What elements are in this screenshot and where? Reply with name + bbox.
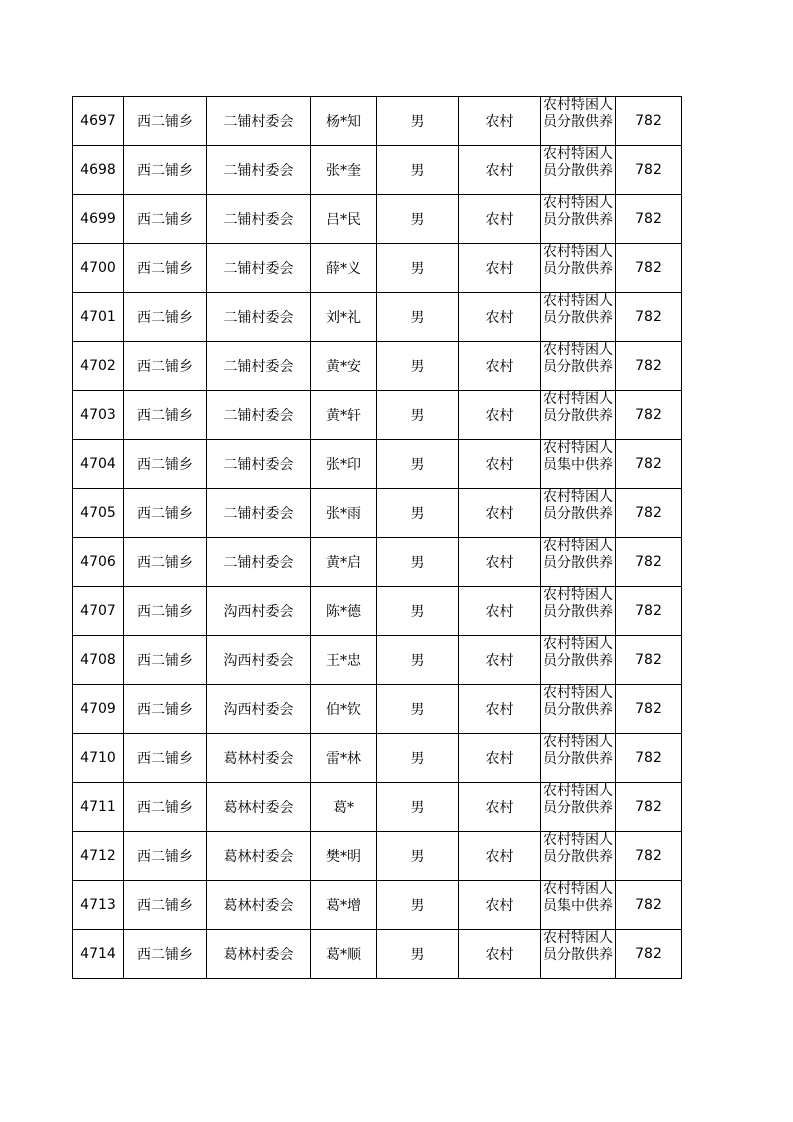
gender-cell: 男: [377, 783, 459, 832]
row-number: 4710: [73, 734, 124, 783]
township-cell: 西二铺乡: [124, 930, 207, 979]
village-cell: 二铺村委会: [207, 293, 311, 342]
support-type-text: 农村特困人员分散供养: [543, 391, 613, 424]
area-cell: 农村: [459, 293, 541, 342]
gender-cell: 男: [377, 636, 459, 685]
amount-cell: 782: [616, 293, 682, 342]
township-cell: 西二铺乡: [124, 832, 207, 881]
name-cell: 黄*启: [311, 538, 377, 587]
area-cell: 农村: [459, 930, 541, 979]
name-cell: 张*奎: [311, 146, 377, 195]
area-cell: 农村: [459, 783, 541, 832]
name-cell: 王*忠: [311, 636, 377, 685]
gender-cell: 男: [377, 195, 459, 244]
township-cell: 西二铺乡: [124, 881, 207, 930]
support-type-text: 农村特困人员分散供养: [543, 146, 613, 179]
village-cell: 葛林村委会: [207, 832, 311, 881]
name-cell: 伯*钦: [311, 685, 377, 734]
gender-cell: 男: [377, 881, 459, 930]
table-row: [73, 391, 682, 440]
support-type-cell: [541, 832, 616, 881]
township-cell: 西二铺乡: [124, 587, 207, 636]
table-row: [73, 342, 682, 391]
village-cell: 二铺村委会: [207, 342, 311, 391]
support-type-text: 农村特困人员分散供养: [543, 587, 613, 620]
gender-cell: 男: [377, 146, 459, 195]
village-cell: 二铺村委会: [207, 244, 311, 293]
name-cell: 葛*顺: [311, 930, 377, 979]
township-cell: 西二铺乡: [124, 391, 207, 440]
area-cell: 农村: [459, 97, 541, 146]
gender-cell: 男: [377, 97, 459, 146]
amount-cell: 782: [616, 685, 682, 734]
table-row: [73, 440, 682, 489]
support-type-text: 农村特困人员集中供养: [543, 881, 613, 914]
township-cell: 西二铺乡: [124, 97, 207, 146]
gender-cell: 男: [377, 244, 459, 293]
support-type-cell: [541, 440, 616, 489]
gender-cell: 男: [377, 440, 459, 489]
name-cell: 黄*安: [311, 342, 377, 391]
area-cell: 农村: [459, 587, 541, 636]
name-cell: 陈*德: [311, 587, 377, 636]
amount-cell: 782: [616, 342, 682, 391]
row-number: 4702: [73, 342, 124, 391]
table-row: [73, 636, 682, 685]
table-row: [73, 930, 682, 979]
gender-cell: 男: [377, 391, 459, 440]
name-cell: 张*雨: [311, 489, 377, 538]
area-cell: 农村: [459, 195, 541, 244]
table-row: [73, 587, 682, 636]
name-cell: 杨*知: [311, 97, 377, 146]
area-cell: 农村: [459, 685, 541, 734]
support-type-cell: [541, 489, 616, 538]
gender-cell: 男: [377, 587, 459, 636]
table-row: [73, 734, 682, 783]
village-cell: 沟西村委会: [207, 587, 311, 636]
village-cell: 沟西村委会: [207, 636, 311, 685]
name-cell: 葛*: [311, 783, 377, 832]
village-cell: 葛林村委会: [207, 734, 311, 783]
amount-cell: 782: [616, 146, 682, 195]
row-number: 4714: [73, 930, 124, 979]
support-type-cell: [541, 97, 616, 146]
village-cell: 二铺村委会: [207, 391, 311, 440]
village-cell: 葛林村委会: [207, 881, 311, 930]
support-type-cell: [541, 293, 616, 342]
gender-cell: 男: [377, 685, 459, 734]
table-row: [73, 244, 682, 293]
gender-cell: 男: [377, 293, 459, 342]
support-type-text: 农村特困人员分散供养: [543, 783, 613, 816]
gender-cell: 男: [377, 538, 459, 587]
area-cell: 农村: [459, 734, 541, 783]
support-type-text: 农村特困人员集中供养: [543, 440, 613, 473]
amount-cell: 782: [616, 783, 682, 832]
row-number: 4709: [73, 685, 124, 734]
row-number: 4699: [73, 195, 124, 244]
row-number: 4713: [73, 881, 124, 930]
support-type-text: 农村特困人员分散供养: [543, 489, 613, 522]
amount-cell: 782: [616, 734, 682, 783]
amount-cell: 782: [616, 587, 682, 636]
name-cell: 葛*增: [311, 881, 377, 930]
township-cell: 西二铺乡: [124, 440, 207, 489]
amount-cell: 782: [616, 538, 682, 587]
support-type-text: 农村特困人员分散供养: [543, 538, 613, 571]
village-cell: 二铺村委会: [207, 146, 311, 195]
area-cell: 农村: [459, 489, 541, 538]
name-cell: 樊*明: [311, 832, 377, 881]
amount-cell: 782: [616, 391, 682, 440]
area-cell: 农村: [459, 440, 541, 489]
support-type-text: 农村特困人员分散供养: [543, 342, 613, 375]
table-row: [73, 832, 682, 881]
row-number: 4697: [73, 97, 124, 146]
row-number: 4708: [73, 636, 124, 685]
support-type-cell: [541, 244, 616, 293]
support-type-text: 农村特困人员分散供养: [543, 195, 613, 228]
table-row: [73, 685, 682, 734]
name-cell: 黄*轩: [311, 391, 377, 440]
township-cell: 西二铺乡: [124, 783, 207, 832]
gender-cell: 男: [377, 342, 459, 391]
township-cell: 西二铺乡: [124, 146, 207, 195]
village-cell: 葛林村委会: [207, 930, 311, 979]
support-type-text: 农村特困人员分散供养: [543, 930, 613, 963]
amount-cell: 782: [616, 440, 682, 489]
village-cell: 二铺村委会: [207, 489, 311, 538]
row-number: 4700: [73, 244, 124, 293]
area-cell: 农村: [459, 342, 541, 391]
table-row: [73, 195, 682, 244]
name-cell: 吕*民: [311, 195, 377, 244]
gender-cell: 男: [377, 734, 459, 783]
support-type-cell: [541, 391, 616, 440]
support-type-cell: [541, 587, 616, 636]
row-number: 4701: [73, 293, 124, 342]
township-cell: 西二铺乡: [124, 489, 207, 538]
table-row: [73, 293, 682, 342]
table-row: [73, 538, 682, 587]
township-cell: 西二铺乡: [124, 195, 207, 244]
village-cell: 葛林村委会: [207, 783, 311, 832]
name-cell: 薛*义: [311, 244, 377, 293]
support-type-text: 农村特困人员分散供养: [543, 244, 613, 277]
township-cell: 西二铺乡: [124, 685, 207, 734]
area-cell: 农村: [459, 881, 541, 930]
support-type-cell: [541, 685, 616, 734]
support-type-text: 农村特困人员分散供养: [543, 734, 613, 767]
roster-table: [72, 96, 682, 979]
row-number: 4711: [73, 783, 124, 832]
area-cell: 农村: [459, 636, 541, 685]
village-cell: 沟西村委会: [207, 685, 311, 734]
amount-cell: 782: [616, 881, 682, 930]
table-row: [73, 783, 682, 832]
row-number: 4698: [73, 146, 124, 195]
roster-body: [73, 97, 682, 979]
name-cell: 张*印: [311, 440, 377, 489]
row-number: 4712: [73, 832, 124, 881]
name-cell: 刘*礼: [311, 293, 377, 342]
amount-cell: 782: [616, 195, 682, 244]
amount-cell: 782: [616, 97, 682, 146]
table-row: [73, 146, 682, 195]
amount-cell: 782: [616, 636, 682, 685]
township-cell: 西二铺乡: [124, 342, 207, 391]
table-row: [73, 97, 682, 146]
support-type-cell: [541, 146, 616, 195]
amount-cell: 782: [616, 832, 682, 881]
township-cell: 西二铺乡: [124, 734, 207, 783]
support-type-text: 农村特困人员分散供养: [543, 832, 613, 865]
gender-cell: 男: [377, 489, 459, 538]
amount-cell: 782: [616, 930, 682, 979]
row-number: 4704: [73, 440, 124, 489]
support-type-text: 农村特困人员分散供养: [543, 685, 613, 718]
support-type-cell: [541, 195, 616, 244]
area-cell: 农村: [459, 391, 541, 440]
table-row: [73, 489, 682, 538]
area-cell: 农村: [459, 538, 541, 587]
township-cell: 西二铺乡: [124, 636, 207, 685]
area-cell: 农村: [459, 832, 541, 881]
township-cell: 西二铺乡: [124, 538, 207, 587]
support-type-cell: [541, 881, 616, 930]
table-row: [73, 881, 682, 930]
area-cell: 农村: [459, 244, 541, 293]
support-type-cell: [541, 930, 616, 979]
township-cell: 西二铺乡: [124, 293, 207, 342]
amount-cell: 782: [616, 489, 682, 538]
row-number: 4706: [73, 538, 124, 587]
village-cell: 二铺村委会: [207, 538, 311, 587]
amount-cell: 782: [616, 244, 682, 293]
gender-cell: 男: [377, 832, 459, 881]
support-type-cell: [541, 636, 616, 685]
row-number: 4703: [73, 391, 124, 440]
row-number: 4707: [73, 587, 124, 636]
support-type-text: 农村特困人员分散供养: [543, 97, 613, 130]
support-type-text: 农村特困人员分散供养: [543, 293, 613, 326]
gender-cell: 男: [377, 930, 459, 979]
village-cell: 二铺村委会: [207, 195, 311, 244]
village-cell: 二铺村委会: [207, 440, 311, 489]
support-type-cell: [541, 734, 616, 783]
row-number: 4705: [73, 489, 124, 538]
support-type-cell: [541, 342, 616, 391]
name-cell: 雷*林: [311, 734, 377, 783]
area-cell: 农村: [459, 146, 541, 195]
support-type-text: 农村特困人员分散供养: [543, 636, 613, 669]
support-type-cell: [541, 783, 616, 832]
village-cell: 二铺村委会: [207, 97, 311, 146]
township-cell: 西二铺乡: [124, 244, 207, 293]
support-type-cell: [541, 538, 616, 587]
